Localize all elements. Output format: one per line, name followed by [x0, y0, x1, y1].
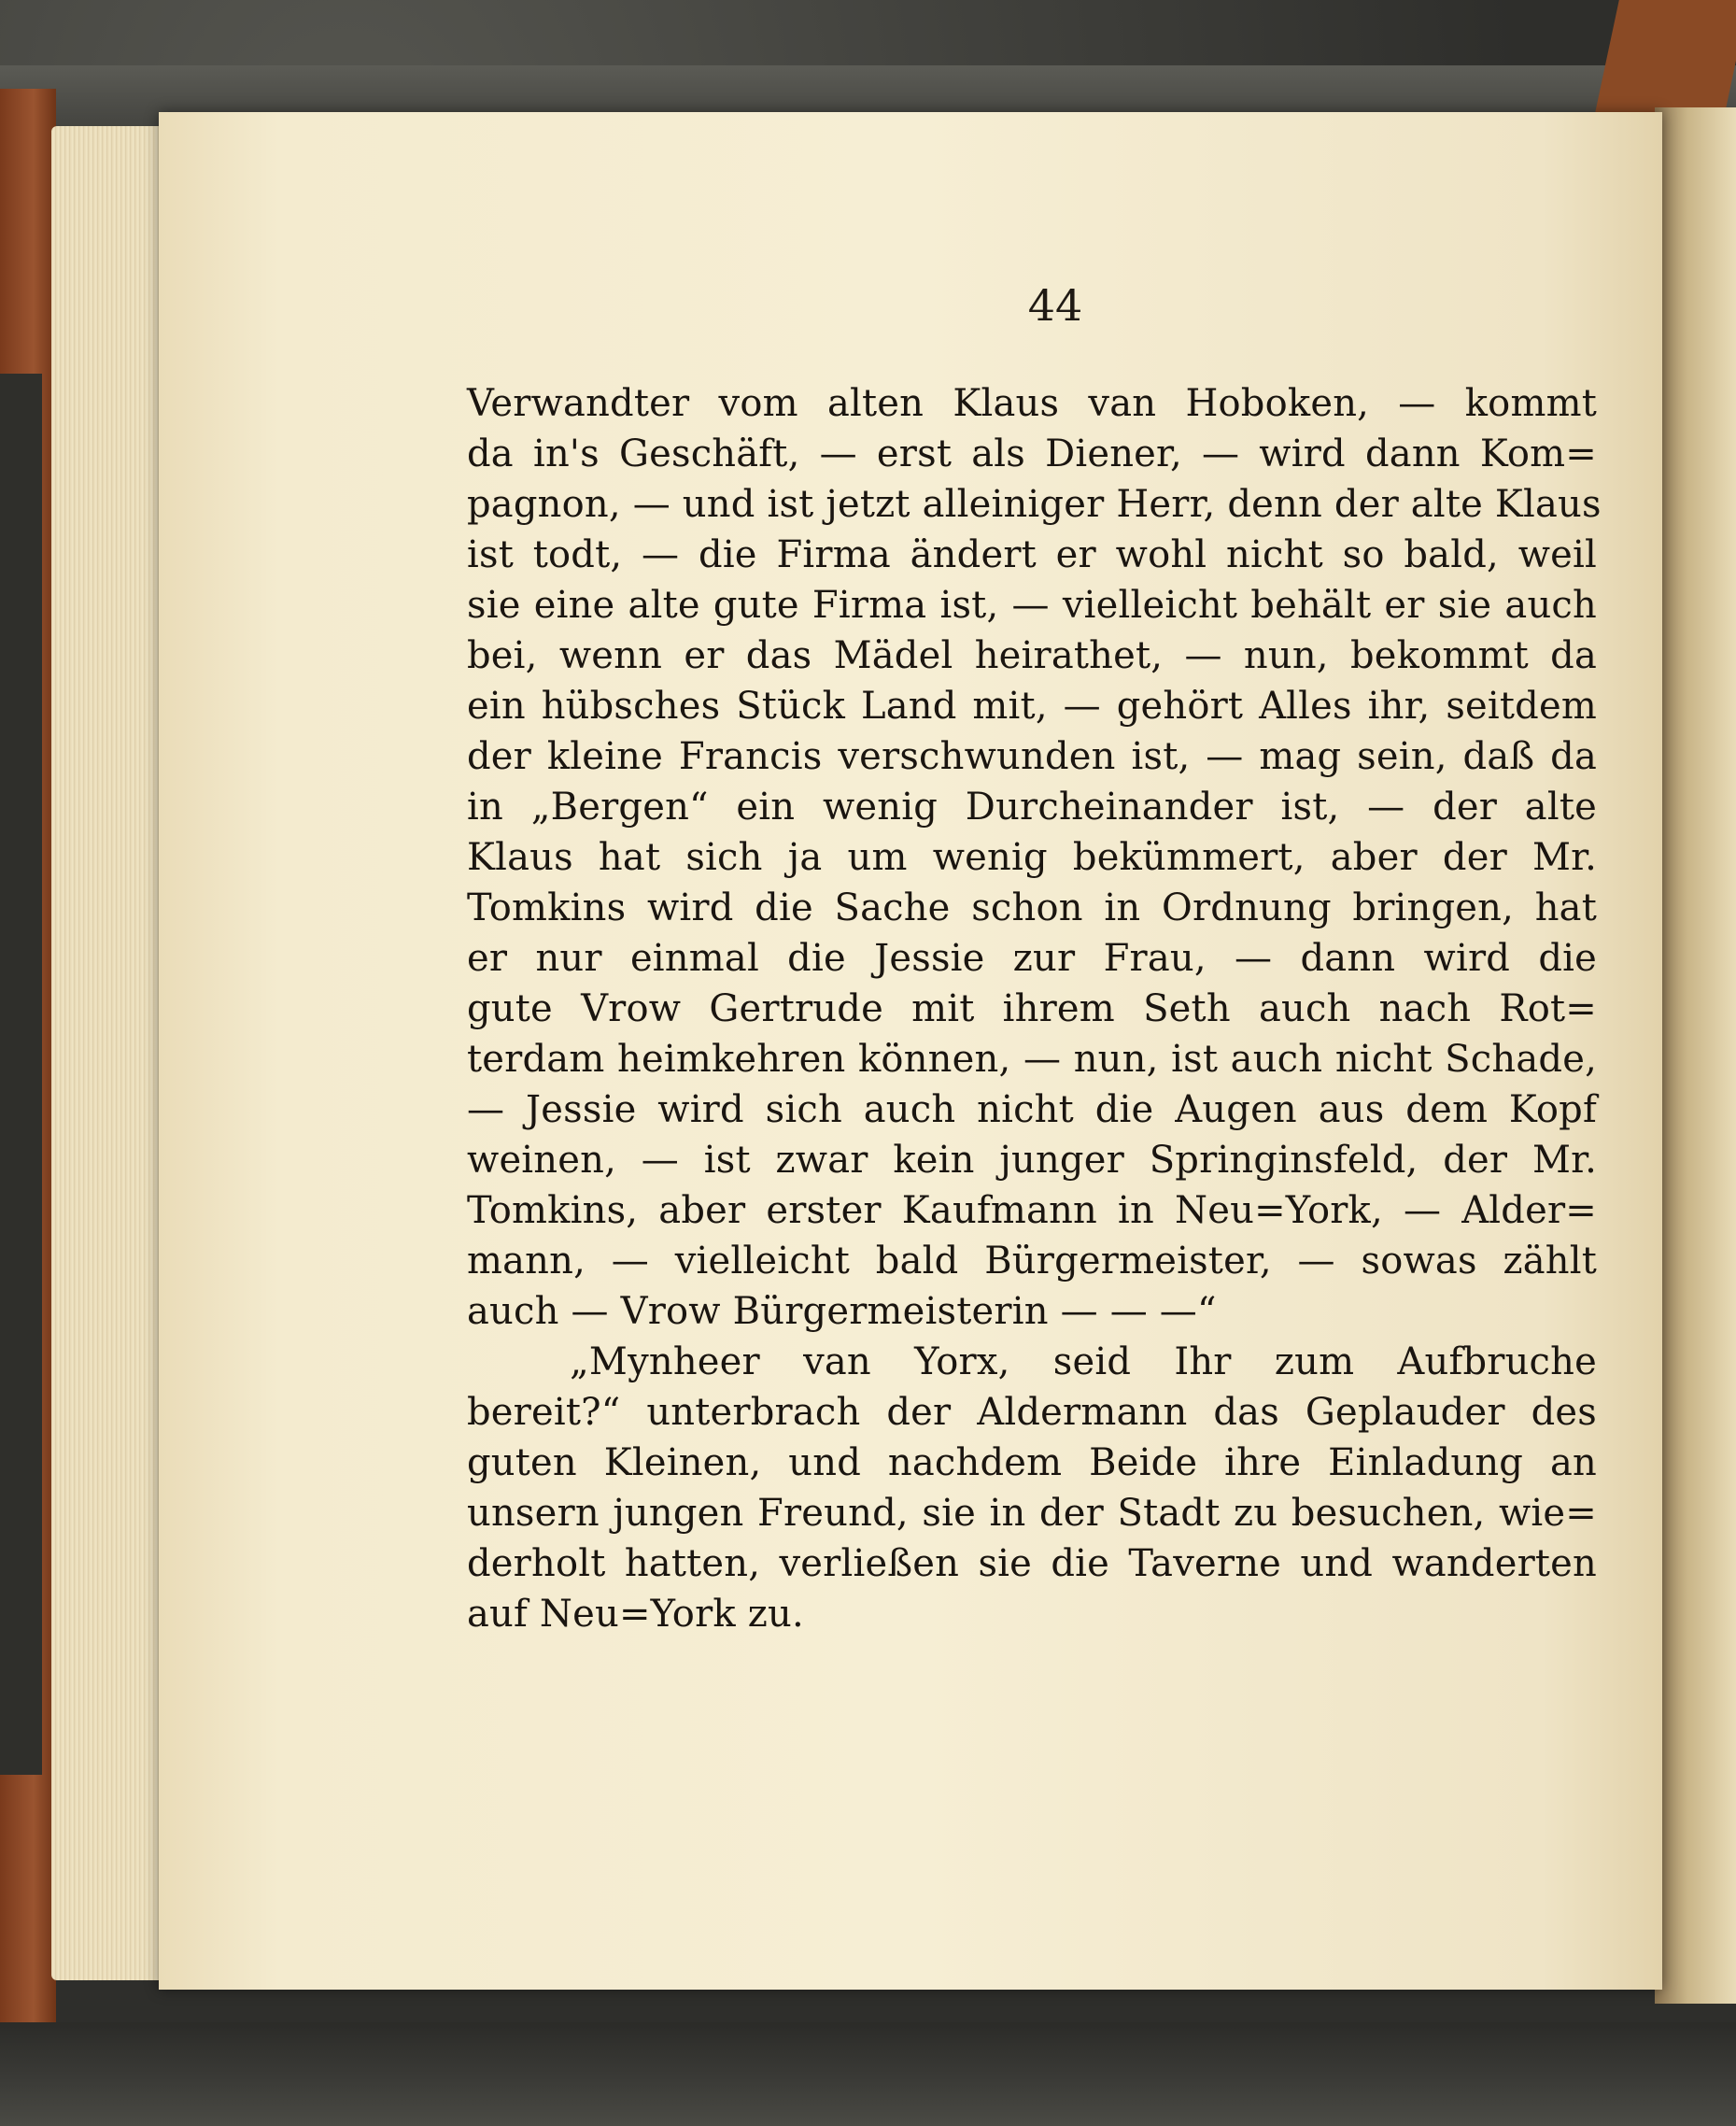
page-gutter	[1655, 107, 1736, 2004]
text-line: sie eine alte gute Firma ist, — vielleicht behält er sie auch	[467, 584, 1597, 627]
text-line: ein hübsches Stück Land mit, — gehört Alles ihr, seitdem	[467, 685, 1597, 728]
text-line: gute Vrow Gertrude mit ihrem Seth auch nach Rot=	[467, 987, 1597, 1030]
text-line: der kleine Francis verschwunden ist, — mag sein, daß da	[467, 735, 1597, 778]
text-line: — Jessie wird sich auch nicht die Augen aus dem Kopf	[467, 1088, 1597, 1131]
text-line: bei, wenn er das Mädel heirathet, — nun, bekommt da	[467, 634, 1597, 677]
text-line: „Mynheer van Yorx, seid Ihr zum Aufbruche	[570, 1340, 1597, 1383]
text-line: da in's Geschäft, — erst als Diener, — wird dann Kom=	[467, 432, 1597, 475]
text-line: terdam heimkehren können, — nun, ist auch nicht Schade,	[467, 1038, 1597, 1081]
text-line: bereit?“ unterbrach der Aldermann das Geplauder des	[467, 1391, 1597, 1434]
text-line: ist todt, — die Firma ändert er wohl nicht so bald, weil	[467, 533, 1597, 576]
text-line: auf Neu=York zu.	[467, 1593, 804, 1636]
text-line: in „Bergen“ ein wenig Durcheinander ist, — der alte	[467, 786, 1597, 829]
text-line: pagnon, — und ist jetzt alleiniger Herr, denn der alte Klaus	[467, 483, 1602, 526]
text-line: Tomkins wird die Sache schon in Ordnung bringen, hat	[467, 886, 1597, 929]
cover-marble-panel	[0, 374, 42, 1775]
text-line: derholt hatten, verließen sie die Taverne und wanderten	[467, 1542, 1597, 1585]
text-line: er nur einmal die Jessie zur Frau, — dann wird die	[467, 937, 1597, 980]
text-line: auch — Vrow Bürgermeisterin — — —“	[467, 1290, 1217, 1333]
leather-corner	[1593, 0, 1736, 121]
text-line: mann, — vielleicht bald Bürgermeister, — sowas zählt	[467, 1240, 1597, 1283]
page-number: 44	[1027, 280, 1083, 331]
page-text	[467, 378, 1602, 1639]
text-line: Klaus hat sich ja um wenig bekümmert, aber der Mr.	[467, 836, 1597, 879]
text-line: unsern jungen Freund, sie in der Stadt zu besuchen, wie=	[467, 1492, 1597, 1535]
text-line: guten Kleinen, und nachdem Beide ihre Einladung an	[467, 1441, 1597, 1484]
text-line: Tomkins, aber erster Kaufmann in Neu=York, — Alder=	[467, 1189, 1597, 1232]
text-line: Verwandter vom alten Klaus van Hoboken, — kommt	[467, 382, 1597, 425]
cover-bottom-strip	[0, 2022, 1736, 2126]
text-line: weinen, — ist zwar kein junger Springinsfeld, der Mr.	[467, 1139, 1597, 1182]
